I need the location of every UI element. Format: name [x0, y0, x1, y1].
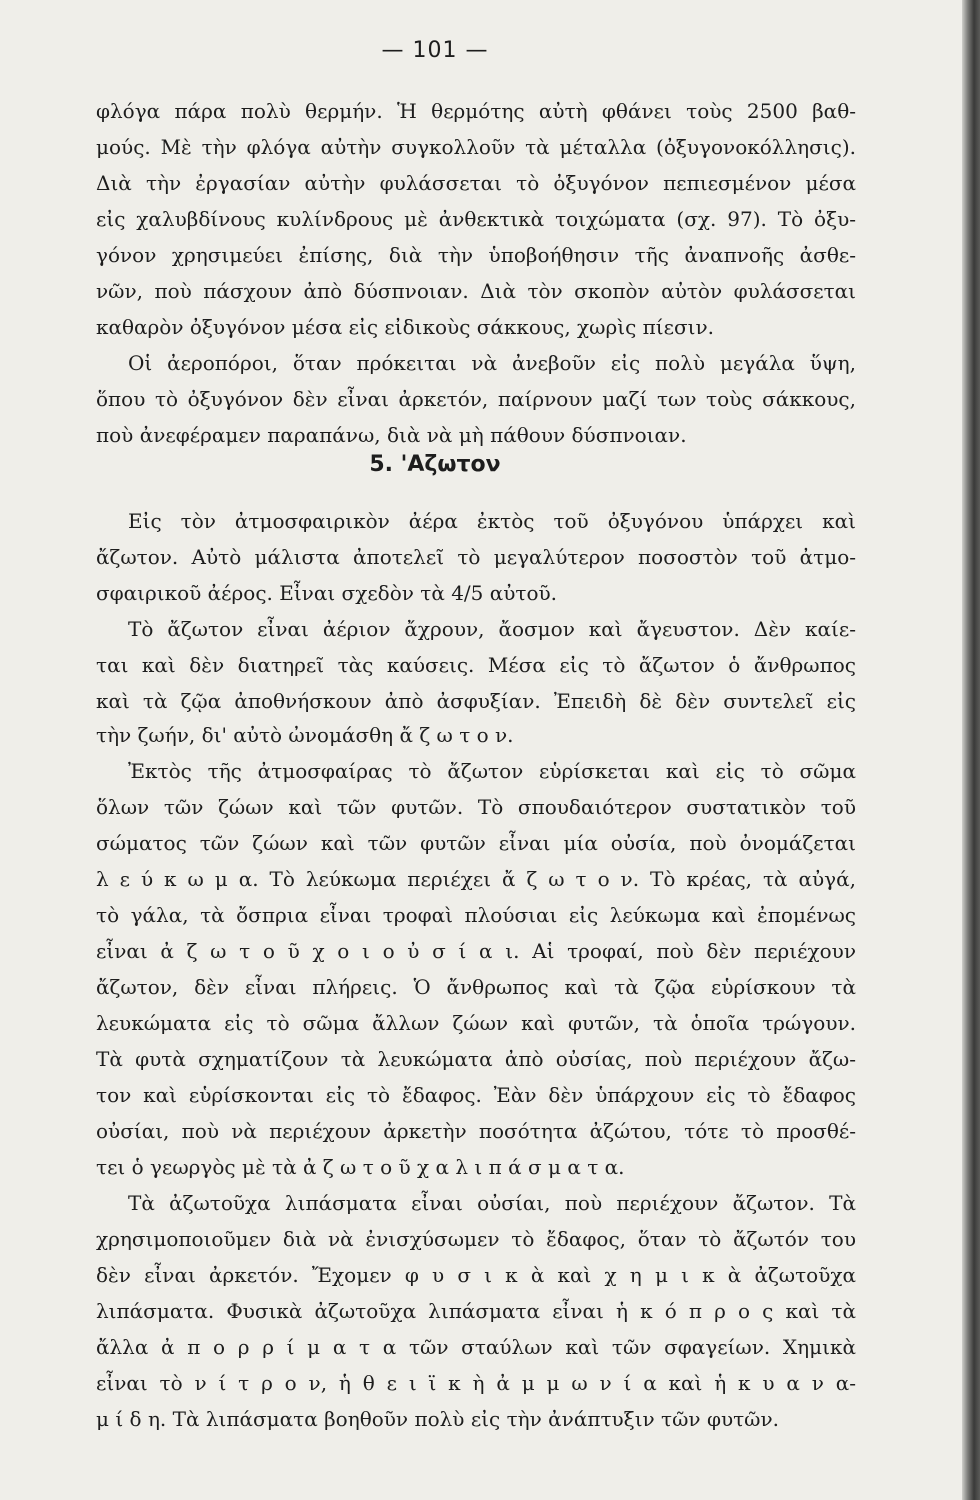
text-line: ὅλων τῶν ζώων καὶ τῶν φυτῶν. Τὸ σπουδαιότερον συστατικὸν τοῦ: [96, 795, 856, 819]
text-line: Ἐκτὸς τῆς ἀτμοσφαίρας τὸ ἄζωτον εὑρίσκεται καὶ εἰς τὸ σῶμα: [128, 759, 856, 783]
text-line: μούς. Μὲ τὴν φλόγα αὐτὴν συγκολλοῦν τὰ μέταλλα (ὀξυγονοκόλλησις).: [96, 135, 856, 159]
text-line: Τὰ ἀζωτοῦχα λιπάσματα εἶναι οὐσίαι, ποὺ περιέχουν ἄζωτον. Τὰ: [128, 1191, 856, 1215]
text-line: ται καὶ δὲν διατηρεῖ τὰς καύσεις. Μέσα εἰς τὸ ἄζωτον ὁ ἄνθρωπος: [96, 653, 856, 677]
text-line: νῶν, ποὺ πάσχουν ἀπὸ δύσπνοιαν. Διὰ τὸν σκοπὸν αὐτὸν φυλάσσεται: [96, 279, 856, 303]
text-line: τει ὁ γεωργὸς μὲ τὰ ἀ ζ ω τ ο ῦ χ α λ ι π ά σ μ α τ α.: [96, 1155, 625, 1179]
text-line: ὅπου τὸ ὀξυγόνον δὲν εἶναι ἀρκετόν, παίρνουν μαζί των τοὺς σάκκους,: [96, 387, 856, 411]
text-line: εἶναι τὸ ν ί τ ρ ο ν, ἡ θ ε ι ϊ κ ὴ ἀ μ μ ω ν ί α καὶ ἡ κ υ α ν α-: [96, 1371, 856, 1395]
binding-edge: [962, 0, 980, 1500]
text-line: ἄζωτον, δὲν εἶναι πλήρεις. Ὁ ἄνθρωπος καὶ τὰ ζῷα εὑρίσκουν τὰ: [96, 975, 856, 999]
text-line: λευκώματα εἰς τὸ σῶμα ἄλλων ζώων καὶ φυτῶν, τὰ ὁποῖα τρώγουν.: [96, 1011, 856, 1035]
text-line: λ ε ύ κ ω μ α. Τὸ λεύκωμα περιέχει ἄ ζ ω τ ο ν. Τὸ κρέας, τὰ αὐγά,: [96, 867, 856, 891]
text-line: ἄλλα ἀ π ο ρ ρ ί μ α τ α τῶν σταύλων καὶ τῶν σφαγείων. Χημικὰ: [96, 1335, 856, 1359]
text-line: Διὰ τὴν ἐργασίαν αὐτὴν φυλάσσεται τὸ ὀξυγόνον πεπιεσμένον μέσα: [96, 171, 856, 195]
text-line: εἶναι ἀ ζ ω τ ο ῦ χ ο ι ο ὐ σ ί α ι. Αἱ τροφαί, ποὺ δὲν περιέχουν: [96, 939, 856, 963]
text-line: δὲν εἶναι ἀρκετόν. Ἔχομεν φ υ σ ι κ ὰ καὶ χ η μ ι κ ὰ ἀζωτοῦχα: [96, 1263, 856, 1287]
text-line: Οἱ ἀεροπόροι, ὅταν πρόκειται νὰ ἀνεβοῦν εἰς πολὺ μεγάλα ὕψη,: [128, 351, 856, 375]
text-line: σφαιρικοῦ ἀέρος. Εἶναι σχεδὸν τὰ 4/5 αὐτοῦ.: [96, 581, 558, 605]
section-heading: 5. 'Αζωτον: [369, 452, 501, 477]
text-line: σώματος τῶν ζώων καὶ τῶν φυτῶν εἶναι μία οὐσία, ποὺ ὀνομάζεται: [96, 831, 856, 855]
text-line: χρησιμοποιοῦμεν διὰ νὰ ἐνισχύσωμεν τὸ ἔδαφος, ὅταν τὸ ἄζωτόν του: [96, 1227, 856, 1251]
text-line: εἰς χαλυβδίνους κυλίνδρους μὲ ἀνθεκτικὰ τοιχώματα (σχ. 97). Τὸ ὀξυ-: [96, 207, 856, 231]
text-line: μ ί δ η. Τὰ λιπάσματα βοηθοῦν πολὺ εἰς τὴν ἀνάπτυξιν τῶν φυτῶν.: [96, 1407, 779, 1431]
text-line: Εἰς τὸν ἀτμοσφαιρικὸν ἀέρα ἐκτὸς τοῦ ὀξυγόνου ὑπάρχει καὶ: [128, 509, 856, 533]
text-line: γόνον χρησιμεύει ἐπίσης, διὰ τὴν ὑποβοήθησιν τῆς ἀναπνοῆς ἀσθε-: [96, 243, 856, 267]
text-line: Τὰ φυτὰ σχηματίζουν τὰ λευκώματα ἀπὸ οὐσίας, ποὺ περιέχουν ἄζω-: [96, 1047, 856, 1071]
text-line: τὴν ζωήν, δι' αὐτὸ ὠνομάσθη ἄ ζ ω τ ο ν.: [96, 723, 514, 747]
text-line: καὶ τὰ ζῷα ἀποθνήσκουν ἀπὸ ἀσφυξίαν. Ἐπειδὴ δὲ δὲν συντελεῖ εἰς: [96, 689, 856, 713]
text-line: φλόγα πάρα πολὺ θερμήν. Ἡ θερμότης αὐτὴ φθάνει τοὺς 2500 βαθ-: [96, 99, 856, 123]
text-line: ποὺ ἀνεφέραμεν παραπάνω, διὰ νὰ μὴ πάθουν δύσπνοιαν.: [96, 423, 687, 447]
text-line: τον καὶ εὑρίσκονται εἰς τὸ ἔδαφος. Ἐὰν δὲν ὑπάρχουν εἰς τὸ ἔδαφος: [96, 1083, 856, 1107]
text-line: καθαρὸν ὀξυγόνον μέσα εἰς εἰδικοὺς σάκκους, χωρὶς πίεσιν.: [96, 315, 714, 339]
text-line: Τὸ ἄζωτον εἶναι ἀέριον ἄχρουν, ἄοσμον καὶ ἄγευστον. Δὲν καίε-: [128, 617, 856, 641]
page-number: — 101 —: [381, 38, 489, 63]
text-line: ἄζωτον. Αὐτὸ μάλιστα ἀποτελεῖ τὸ μεγαλύτερον ποσοστὸν τοῦ ἀτμο-: [96, 545, 856, 569]
text-line: λιπάσματα. Φυσικὰ ἀζωτοῦχα λιπάσματα εἶναι ἡ κ ό π ρ ο ς καὶ τὰ: [96, 1299, 856, 1323]
text-line: οὐσίαι, ποὺ νὰ περιέχουν ἀρκετὴν ποσότητα ἀζώτου, τότε τὸ προσθέ-: [96, 1119, 856, 1143]
text-line: τὸ γάλα, τὰ ὄσπρια εἶναι τροφαὶ πλούσιαι εἰς λεύκωμα καὶ ἐπομένως: [96, 903, 856, 927]
